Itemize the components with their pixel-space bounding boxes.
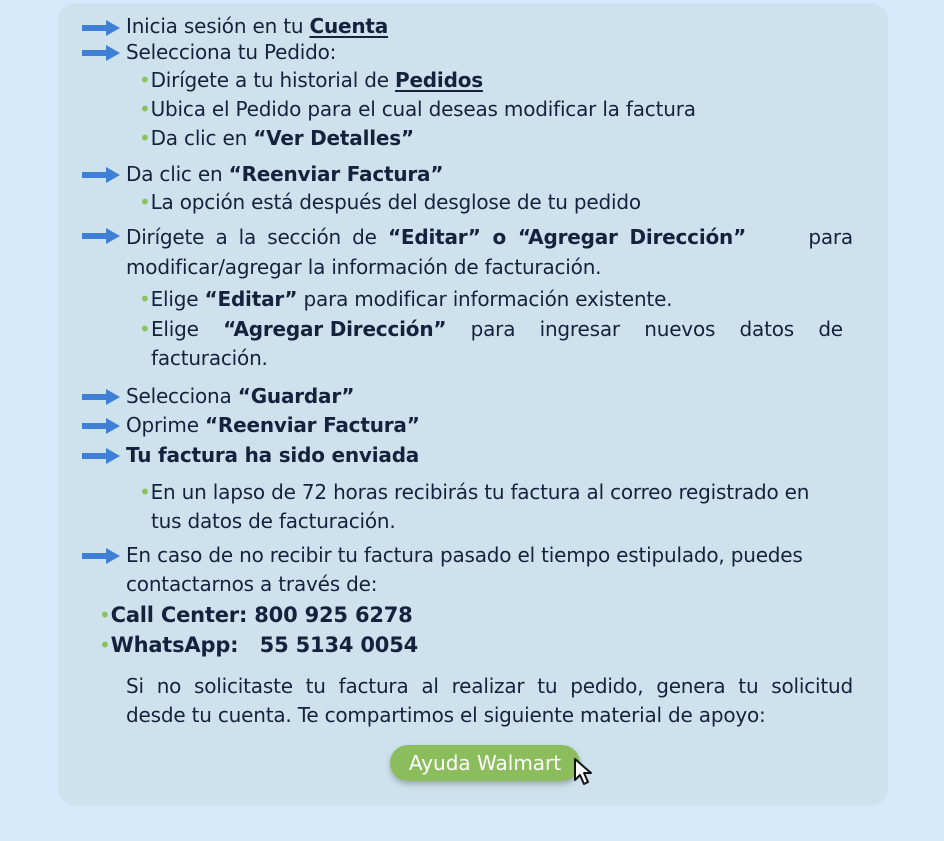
step-save: Selecciona “Guardar” — [126, 384, 355, 408]
arrow-right-icon — [82, 548, 120, 564]
step-address-section-cont: modificar/agregar la información de facturación. — [126, 255, 602, 279]
mouse-pointer-icon — [572, 756, 598, 788]
arrow-right-icon — [82, 228, 120, 244]
arrow-right-icon — [82, 167, 120, 183]
call-center-contact: •Call Center: 800 925 6278 — [99, 603, 413, 627]
step-select-order: Selecciona tu Pedido: — [126, 40, 337, 64]
closing-text-cont: desde tu cuenta. Te compartimos el siguiente material de apoyo: — [126, 703, 766, 727]
bullet-icon: • — [139, 68, 151, 92]
arrow-right-icon — [82, 448, 120, 464]
step-resend: Da clic en “Reenviar Factura” — [126, 162, 444, 186]
arrow-right-icon — [82, 389, 120, 405]
bullet-icon: • — [99, 603, 111, 627]
bullet-icon: • — [139, 126, 151, 150]
step-contact: En caso de no recibir tu factura pasado el tiempo estipulado, puedes — [126, 543, 803, 567]
bullet-icon: • — [139, 97, 151, 121]
bullet-icon: • — [139, 287, 151, 311]
substep-72-hours: •En un lapso de 72 horas recibirás tu factura al correo registrado en — [139, 480, 810, 504]
step-login: Inicia sesión en tu Cuenta — [126, 14, 389, 38]
substep-option-location: •La opción está después del desglose de tu pedido — [139, 190, 641, 214]
whatsapp-contact: •WhatsApp: 55 5134 0054 — [99, 633, 419, 657]
substep-view-details: •Da clic en “Ver Detalles” — [139, 126, 414, 150]
substep-find-order: •Ubica el Pedido para el cual deseas modificar la factura — [139, 97, 696, 121]
arrow-right-icon — [82, 45, 120, 61]
cuenta-link[interactable]: Cuenta — [309, 14, 389, 38]
pedidos-link[interactable]: Pedidos — [394, 68, 483, 92]
substep-add-address: Elige “Agregar Dirección” para ingresar nuevos datos de — [151, 317, 843, 341]
substep-history: •Dirígete a tu historial de Pedidos — [139, 68, 483, 92]
substep-edit: •Elige “Editar” para modificar información existente. — [139, 287, 673, 311]
substep-72-hours-cont: tus datos de facturación. — [151, 509, 396, 533]
step-press-resend: Oprime “Reenviar Factura” — [126, 413, 420, 437]
bullet-icon: • — [139, 190, 151, 214]
step-sent: Tu factura ha sido enviada — [126, 443, 420, 467]
bullet-icon: • — [99, 633, 111, 657]
closing-text: Si no solicitaste tu factura al realizar tu pedido, genera tu solicitud — [126, 674, 853, 698]
ayuda-walmart-button[interactable]: Ayuda Walmart — [390, 745, 580, 781]
step-contact-cont: contactarnos a través de: — [126, 572, 378, 596]
bullet-icon: • — [139, 480, 151, 504]
arrow-right-icon — [82, 418, 120, 434]
bullet-icon: • — [139, 317, 151, 341]
step-address-section: Dirígete a la sección de “Editar” o “Agregar Dirección” para — [126, 225, 853, 249]
substep-add-address-cont: facturación. — [151, 346, 268, 370]
arrow-right-icon — [82, 20, 120, 36]
